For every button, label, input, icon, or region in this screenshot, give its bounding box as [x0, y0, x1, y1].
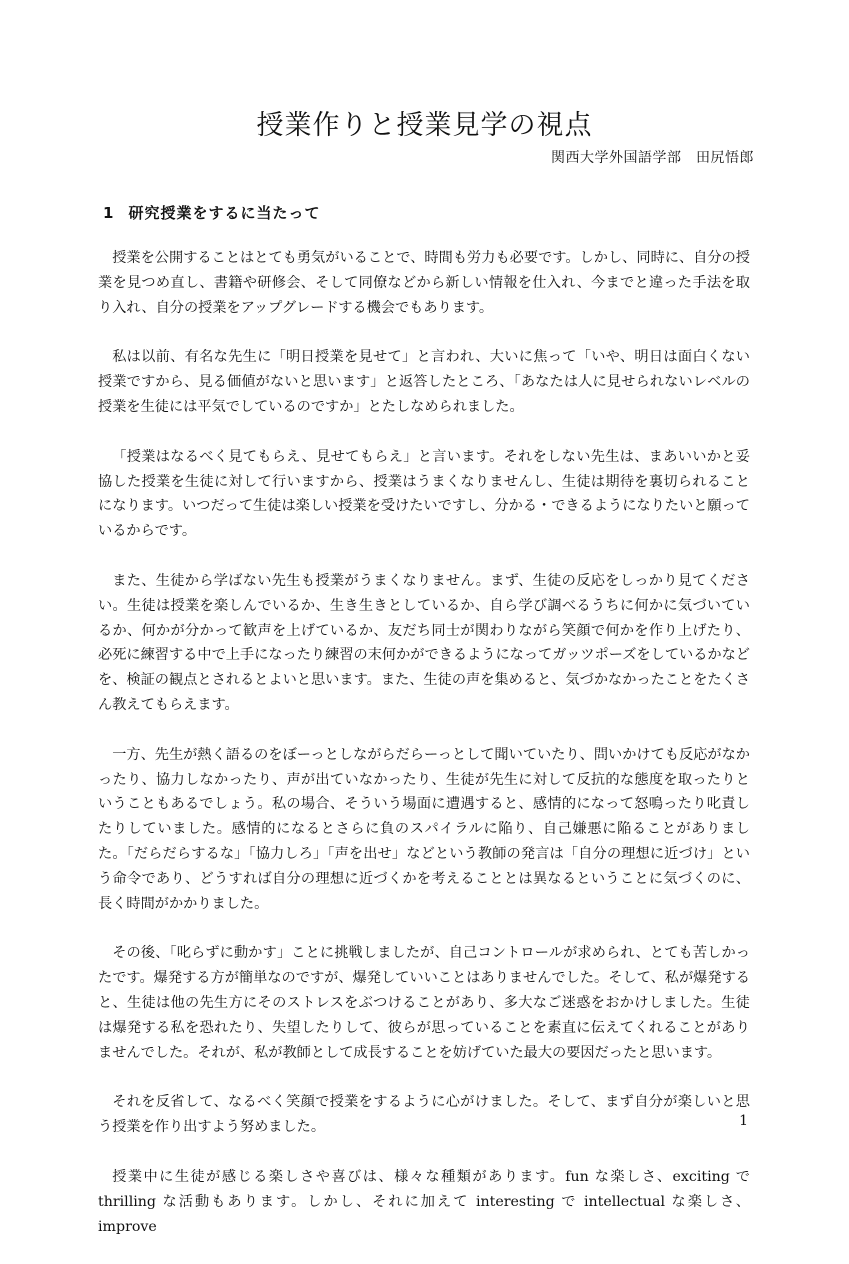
paragraph: 私は以前、有名な先生に「明日授業を見せて」と言われ、大いに焦って「いや、明日は面白くない授業ですから、見る価値がないと思います」と返答したところ、「あなたは人に見せられないレベルの授業を生徒には平気でしているのですか」とたしなめられました。: [98, 349, 750, 415]
section-number: 1: [103, 204, 115, 222]
paragraph: それを反省して、なるべく笑顔で授業をするように心がけました。そして、まず自分が楽しいと思う授業を作り出すよう努めました。: [98, 1094, 750, 1136]
section-heading: [103, 202, 320, 223]
paragraph: 授業を公開することはとても勇気がいることで、時間も労力も必要です。しかし、同時に、自分の授業を見つめ直し、書籍や研修会、そして同僚などから新しい情報を仕入れ、今までと違った手法を取り入れ、自分の授業をアップグレードする機会でもあります。: [98, 250, 750, 316]
paragraph: 一方、先生が熱く語るのをぼーっとしながらだらーっとして聞いていたり、問いかけても反応がなかったり、協力しなかったり、声が出ていなかったり、生徒が先生に対して反抗的な態度を取ったりということもあるでしょう。私の場合、そういう場面に遭遇すると、感情的になって怒鳴ったり叱責したりしていました。感情的になるとさらに負のスパイラルに陥り、自己嫌悪に陥ることがありました。「だらだらするな」「協力しろ」「声を出せ」などという教師の発言は「自分の理想に近づけ」という命令であり、どうすれば自分の理想に近づくかを考えることとは異なるということに気づくのに、長く時間がかかりました。: [98, 746, 750, 912]
paragraph: また、生徒から学ばない先生も授業がうまくなりません。まず、生徒の反応をしっかり見てください。生徒は授業を楽しんでいるか、生き生きとしているか、自ら学び調べるうちに何かに気づいているか、何かが分かって歓声を上げているか、友だち同士が関わりながら笑顔で何かを作り上げたり、必死に練習する中で上手になったり練習の末何かができるようになってガッツポーズをしているかなどを、検証の観点とされるとよいと思います。また、生徒の声を集めると、気づかなかったことをたくさん教えてもらえます。: [98, 572, 750, 713]
paragraph: その後、「叱らずに動かす」ことに挑戦しましたが、自己コントロールが求められ、とても苦しかったです。爆発する方が簡単なのですが、爆発していいことはありませんでした。そして、私が爆発すると、生徒は他の先生方にそのストレスをぶつけることがあり、多大なご迷惑をおかけしました。生徒は爆発する私を恐れたり、失望したりして、彼らが思っていることを素直に伝えてくれることがありませんでした。それが、私が教師として成長することを妨げていた最大の要因だったと思います。: [98, 945, 750, 1061]
section-title: 研究授業をするに当たって: [128, 204, 321, 222]
page-number: 1: [739, 1113, 748, 1129]
paragraph: 「授業はなるべく見てもらえ、見せてもらえ」と言います。それをしない先生は、まあいいかと妥協した授業を生徒に対して行いますから、授業はうまくなりませんし、生徒は期待を裏切られることになります。いつだって生徒は楽しい授業を受けたいですし、分かる・できるようになりたいと願っているからです。: [98, 448, 750, 540]
paragraph: 授業中に生徒が感じる楽しさや喜びは、様々な種類があります。fun な楽しさ、exciting で thrilling な活動もあります。しかし、それに加えて interesting で intellectual な楽しさ、improve: [98, 1168, 750, 1235]
body-text: [98, 246, 750, 1264]
document-title: 授業作りと授業見学の視点: [256, 110, 593, 141]
author-line: 関西大学外国語学部 田尻悟郎: [551, 150, 754, 166]
